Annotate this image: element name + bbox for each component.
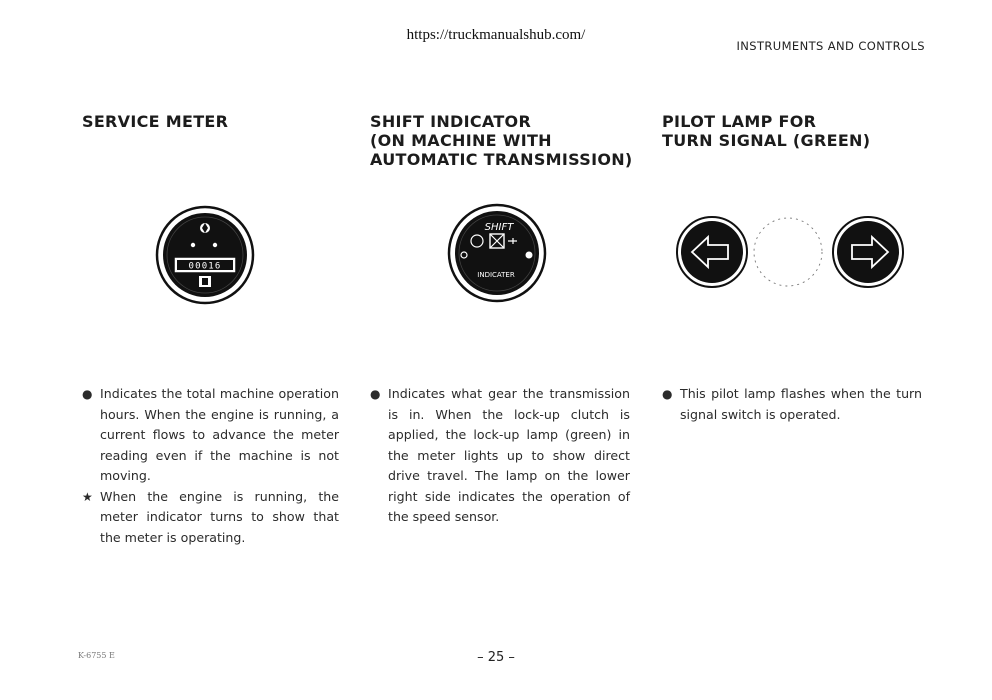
heading-line: AUTOMATIC TRANSMISSION)	[370, 150, 633, 169]
heading-service-meter	[82, 112, 332, 131]
list-item-text: Indicates what gear the transmission is in. When the lock-up clutch is applied, the lock-up lamp (green) in the meter lights up to show direct drive travel. The lamp on the lower right side indicates the operation of the speed sensor.	[388, 386, 630, 524]
star-icon: ★	[82, 489, 93, 504]
heading-shift-indicator	[370, 112, 635, 169]
bullet-icon: ●	[370, 387, 381, 401]
indicator-label: INDICATER	[477, 271, 515, 279]
source-url: https://truckmanualshub.com/	[406, 27, 586, 43]
list-item	[370, 384, 630, 528]
heading-line: (ON MACHINE WITH	[370, 131, 552, 150]
heading-line: PILOT LAMP FOR	[662, 112, 817, 131]
page-number: – 25 –	[477, 650, 515, 665]
speed-sensor-lamp-icon	[526, 252, 533, 259]
heading-pilot-lamp	[662, 112, 927, 150]
heading-line: SERVICE METER	[82, 112, 229, 131]
empty-lamp-slot	[754, 218, 822, 286]
shift-indicator-description	[370, 384, 630, 528]
list-item	[662, 384, 922, 425]
turn-signal-lamps	[672, 207, 918, 297]
document-code: K-6755 E	[78, 651, 115, 660]
list-item-text: When the engine is running, the meter indicator turns to show that the meter is operating.	[100, 488, 339, 545]
heading-line: TURN SIGNAL (GREEN)	[662, 131, 871, 150]
running-title: INSTRUMENTS AND CONTROLS	[736, 39, 925, 53]
service-meter-description	[82, 384, 339, 548]
list-item-text: This pilot lamp flashes when the turn signal switch is operated.	[680, 386, 922, 422]
hourglass-icon	[202, 278, 208, 285]
service-meter-counter: 00016	[188, 261, 222, 272]
service-meter-gauge	[155, 205, 255, 305]
list-item-text: Indicates the total machine operation hours. When the engine is running, a current flows to advance the meter reading even if the machine is not moving.	[100, 386, 339, 483]
pilot-lamp-description	[662, 384, 922, 425]
shift-label: SHIFT	[484, 222, 514, 233]
bullet-icon: ●	[82, 387, 93, 401]
list-item	[82, 384, 339, 487]
bullet-icon: ●	[662, 387, 673, 401]
heading-line: SHIFT INDICATOR	[370, 112, 532, 131]
list-item	[82, 487, 339, 549]
shift-indicator-gauge	[447, 203, 547, 303]
